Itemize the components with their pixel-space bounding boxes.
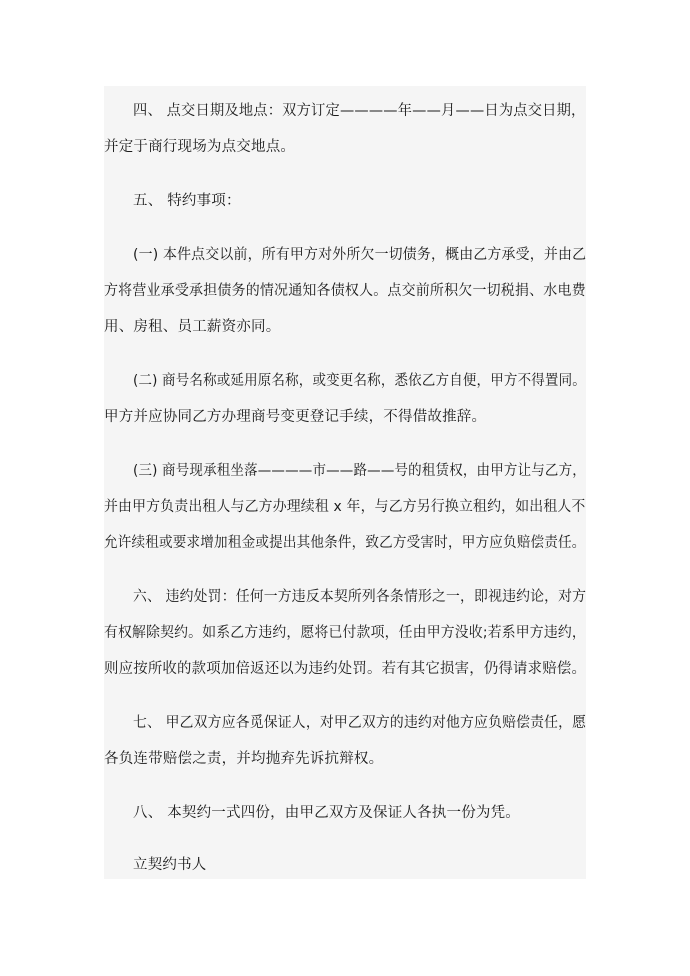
clause-5-heading: 五、 特约事项： <box>133 193 241 209</box>
signatory-label: 立契约书人 <box>133 857 207 873</box>
clause-5-1-line-2: 方将营业承受承担债务的情况通知各债权人。点交前所积欠一切税捐、水电费 <box>104 283 586 299</box>
clause-6-line-1: 六、 违约处罚：任何一方违反本契所列各条情形之一，即视违约论，对方 <box>133 589 587 605</box>
clause-7-line-2: 各负连带赔偿之责，并均抛弃先诉抗辩权。 <box>104 751 384 767</box>
clause-5-3-line-2: 并由甲方负责出租人与乙方办理续租 x 年，与乙方另行换立租约，如出租人不 <box>104 499 586 515</box>
clause-4-line-2: 并定于商行现场为点交地点。 <box>104 139 296 155</box>
clause-6-line-3: 则应按所收的款项加倍返还以为违约处罚。若有其它损害，仍得请求赔偿。 <box>104 661 587 677</box>
clause-4-line-1: 四、 点交日期及地点：双方订定————年——月——日为点交日期， <box>133 103 586 119</box>
clause-5-1-line-1: (一) 本件点交以前，所有甲方对外所欠一切债务，概由乙方承受，并由乙 <box>133 247 587 263</box>
clause-5-2-line-2: 甲方并应协同乙方办理商号变更登记手续，不得借故推辞。 <box>104 409 487 425</box>
clause-5-1-line-3: 用、房租、员工薪资亦同。 <box>104 319 281 335</box>
clause-6-line-2: 有权解除契约。如系乙方违约，愿将已付款项，任由甲方没收;若系甲方违约， <box>104 625 586 641</box>
clause-5-3-line-3: 允许续租或要求增加租金或提出其他条件，致乙方受害时，甲方应负赔偿责任。 <box>104 535 586 551</box>
clause-8-line-1: 八、 本契约一式四份，由甲乙双方及保证人各执一份为凭。 <box>133 805 521 821</box>
clause-5-2-line-1: (二) 商号名称或延用原名称，或变更名称，悉依乙方自便，甲方不得置同。 <box>133 373 586 389</box>
clause-5-3-line-1: (三) 商号现承租坐落————市——路——号的租赁权，由甲方让与乙方， <box>133 463 586 479</box>
clause-7-line-1: 七、 甲乙双方应各觅保证人，对甲乙双方的违约对他方应负赔偿责任，愿 <box>133 715 587 731</box>
